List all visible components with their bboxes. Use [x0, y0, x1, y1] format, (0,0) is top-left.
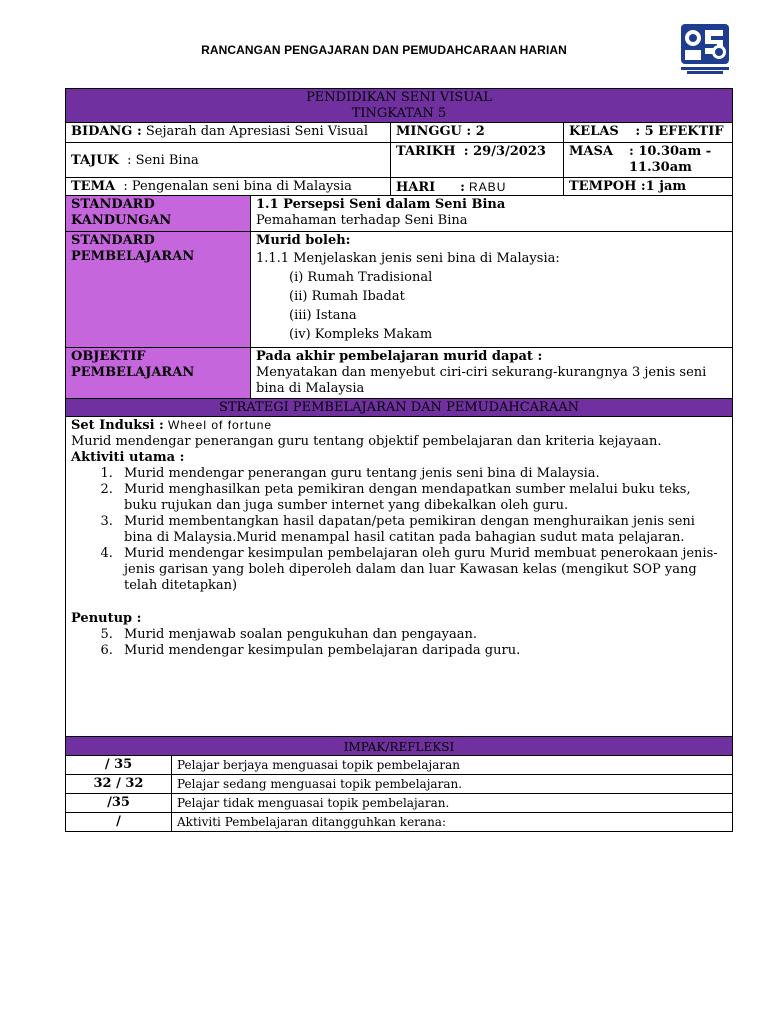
document-header-title: RANCANGAN PENGAJARAN DAN PEMUDAHCARAAN HARIAN [201, 43, 567, 57]
impak-title: IMPAK/REFLEKSI [343, 740, 455, 754]
standard-pembelajaran-intro: 1.1.1 Menjelaskan jenis seni bina di Malaysia: [256, 251, 560, 266]
objektif-text: Menyatakan dan menyebut ciri-ciri sekurang-kurangnya 3 jenis seni bina di Malaysia [256, 365, 707, 396]
standard-pembelajaran-label-1: STANDARD [71, 233, 155, 248]
standard-kandungan-heading: 1.1 Persepsi Seni dalam Seni Bina [256, 197, 506, 212]
tempoh-label: TEMPOH :1 jam [569, 179, 687, 194]
sp-item-kompleks-makam: (iv) Kompleks Makam [289, 327, 433, 342]
subject-header-row [65, 88, 733, 123]
bidang-label: BIDANG : [71, 124, 142, 139]
set-induksi-label: Set Induksi : [71, 418, 164, 433]
standard-pembelajaran-heading: Murid boleh: [256, 233, 351, 248]
hari-separator: : [460, 180, 465, 195]
set-induksi-text: Murid mendengar penerangan guru tentang objektif pembelajaran dan kriteria kejayaan. [71, 434, 662, 449]
impak-row [65, 794, 733, 813]
sp-item-rumah-ibadat: (ii) Rumah Ibadat [289, 289, 405, 304]
impak-header-row [65, 737, 733, 756]
impak-text: Pelajar tidak menguasai topik pembelajaran. [171, 794, 732, 812]
hari-value: RABU [469, 180, 507, 194]
impak-text: Aktiviti Pembelajaran ditangguhkan kerana: [171, 813, 732, 831]
objektif-row [65, 348, 733, 399]
tarikh-label: TARIKH [396, 144, 456, 159]
strategi-header-row [65, 399, 733, 417]
standard-pembelajaran-row [65, 232, 733, 348]
tema-row [65, 178, 733, 196]
tema-label: TEMA [71, 179, 116, 194]
masa-value: : 10.30am - 11.30am [629, 144, 712, 175]
sp-item-istana: (iii) Istana [289, 308, 357, 323]
subject-level: TINGKATAN 5 [351, 106, 447, 121]
strategi-title: STRATEGI PEMBELAJARAN DAN PEMUDAHCARAAN [219, 400, 579, 415]
aktiviti-utama-label: Aktiviti utama : [71, 450, 185, 465]
hari-label: HARI [396, 180, 436, 195]
tarikh-value: : 29/3/2023 [463, 144, 546, 159]
aktiviti-list [71, 466, 727, 594]
set-induksi-value: Wheel of fortune [168, 418, 273, 432]
minggu-label: MINGGU : 2 [396, 124, 485, 139]
standard-kandungan-label-2: KANDUNGAN [71, 213, 172, 228]
aktiviti-item: 3. Murid membentangkan hasil dapatan/peta pemikiran dengan menghuraikan jenis seni bina di Malaysia.Murid menampal hasil catitan pada bahagian sudut mata pelajaran. [117, 514, 727, 546]
impak-row [65, 756, 733, 775]
standard-kandungan-row [65, 196, 733, 232]
impak-text: Pelajar berjaya menguasai topik pembelajaran [171, 756, 732, 774]
bidang-row [65, 123, 733, 143]
impak-score: /35 [107, 795, 130, 810]
penutup-item: 5. Murid menjawab soalan pengukuhan dan pengayaan. [117, 627, 727, 643]
tema-value: : Pengenalan seni bina di Malaysia [123, 179, 352, 194]
kelas-value: : 5 EFEKTIF [635, 124, 724, 139]
impak-score: / 35 [104, 757, 133, 772]
impak-row [65, 813, 733, 832]
sp-item-rumah-tradisional: (i) Rumah Tradisional [289, 270, 433, 285]
lesson-plan-table [65, 88, 733, 832]
standard-kandungan-label-1: STANDARD [71, 197, 155, 212]
tajuk-row [65, 143, 733, 178]
standard-pembelajaran-label-2: PEMBELAJARAN [71, 249, 195, 264]
impak-score: 32 / 32 [93, 776, 144, 791]
strategi-content [65, 417, 733, 737]
bidang-value: Sejarah dan Apresiasi Seni Visual [141, 124, 368, 139]
penutup-label: Penutup : [71, 611, 142, 626]
standard-kandungan-text: Pemahaman terhadap Seni Bina [256, 213, 468, 228]
subject-name: PENDIDIKAN SENI VISUAL [306, 90, 492, 105]
kelas-label: KELAS [569, 124, 619, 139]
aktiviti-item: 2. Murid menghasilkan peta pemikiran dengan mendapatkan sumber melalui buku teks, buku rujukan dan juga sumber internet yang dibekalkan oleh guru. [117, 482, 727, 514]
penutup-list [71, 627, 727, 659]
tajuk-label: TAJUK [71, 153, 119, 168]
objektif-label-2: PEMBELAJARAN [71, 365, 195, 380]
impak-row [65, 775, 733, 794]
impak-text: Pelajar sedang menguasai topik pembelajaran. [171, 775, 732, 793]
ministry-logo-icon [679, 20, 731, 76]
objektif-label-1: OBJEKTIF [71, 349, 146, 364]
masa-label: MASA [569, 144, 613, 159]
tajuk-value: : Seni Bina [127, 153, 199, 168]
objektif-heading: Pada akhir pembelajaran murid dapat : [256, 349, 543, 364]
aktiviti-item: 4. Murid mendengar kesimpulan pembelajaran oleh guru Murid membuat penerokaan jenis-jenis garisan yang boleh diperoleh dalam dan luar Kawasan kelas (mengikut SOP yang telah ditetapkan) [117, 546, 727, 594]
impak-score: / [116, 814, 121, 829]
aktiviti-item: 1. Murid mendengar penerangan guru tentang jenis seni bina di Malaysia. [117, 466, 727, 482]
penutup-item: 6. Murid mendengar kesimpulan pembelajaran daripada guru. [117, 643, 727, 659]
